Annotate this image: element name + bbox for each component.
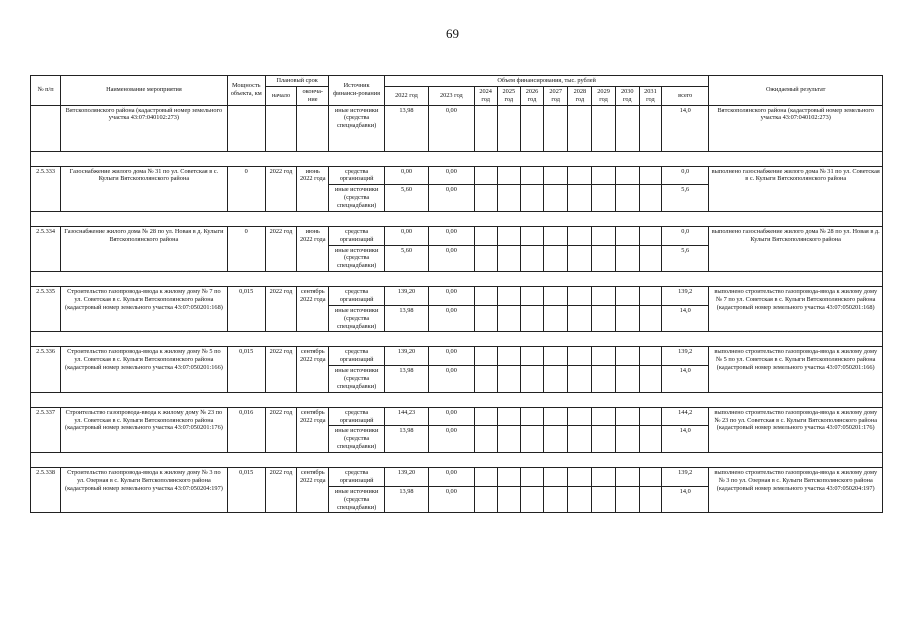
cell-source: иные источники (средства спецнадбавки): [329, 245, 384, 272]
cell-2022: 13,98: [384, 486, 428, 513]
cell-end: сентябрь 2022 года: [297, 287, 329, 332]
cell-power: 0: [227, 166, 265, 211]
table-row: [31, 468, 883, 487]
table-row: [31, 407, 883, 426]
cell-power: [227, 105, 265, 151]
cell-power: 0: [227, 226, 265, 271]
cell-name: Строительство газопровода-ввода к жилому дому № 7 по ул. Советская в с. Кулыги Вятскополянского района (кадастровый номер земельного участка 43:07:050201:168): [61, 287, 227, 332]
cell-start: 2022 год: [265, 166, 296, 211]
cell-2022: 139,20: [384, 347, 428, 366]
header-2031: 2031 год: [639, 86, 661, 105]
header-2027: 2027 год: [544, 86, 568, 105]
cell-power: 0,015: [227, 287, 265, 332]
header-name: Наименование мероприятия: [61, 76, 227, 106]
cell-2022: 5,60: [384, 245, 428, 272]
cell-total: 14,0: [662, 366, 709, 393]
cell-source: иные источники (средства спецнадбавки): [329, 185, 384, 212]
cell-result: выполнено газоснабжение жилого дома № 31 по ул. Советская в с. Кулыги Вятскополянского района: [709, 166, 883, 211]
header-start: начало: [265, 86, 296, 105]
cell-2023: 0,00: [429, 347, 474, 366]
header-2026: 2026 год: [520, 86, 543, 105]
cell-source: средства организаций: [329, 468, 384, 487]
header-2024: 2024 год: [474, 86, 497, 105]
cell-source: средства организаций: [329, 166, 384, 185]
cell-total: 0,0: [662, 166, 709, 185]
cell-result: Вятскополянского района (кадастровый номер земельного участка 43:07:040102:273): [709, 105, 883, 151]
cell-2023: 0,00: [429, 226, 474, 245]
cell-source: иные источники (средства спецнадбавки): [329, 486, 384, 513]
cell-2022: 139,20: [384, 468, 428, 487]
cell-total: 14,0: [662, 305, 709, 332]
cell-2023: 0,00: [429, 166, 474, 185]
cell-end: сентябрь 2022 года: [297, 347, 329, 392]
table-row: [31, 105, 883, 151]
cell-name: Строительство газопровода-ввода к жилому дому № 5 по ул. Советская в с. Кулыги Вятскополянского района (кадастровый номер земельного участка 43:07:050201:166): [61, 347, 227, 392]
cell-result: выполнено строительство газопровода-ввода к жилому дому № 3 по ул. Озерная в с. Кулыги Вятскополянского района (кадастровый номер земельного участка 43:07:050204:197): [709, 468, 883, 513]
cell-2022: 0,00: [384, 226, 428, 245]
header-total: всего: [662, 86, 709, 105]
cell-total: 14,0: [662, 486, 709, 513]
cell-2022: 0,00: [384, 166, 428, 185]
header-2022: 2022 год: [384, 86, 428, 105]
cell-result: выполнено строительство газопровода-ввода к жилому дому № 5 по ул. Советская в с. Кулыги Вятскополянского района (кадастровый номер земельного участка 43:07:050201:166): [709, 347, 883, 392]
cell-2022: 5,60: [384, 185, 428, 212]
cell-2022: 139,20: [384, 287, 428, 306]
cell-source: иные источники (средства спецнадбавки): [329, 305, 384, 332]
cell-num: 2.5.334: [31, 226, 61, 271]
cell-source: средства организаций: [329, 347, 384, 366]
cell-end: [297, 105, 329, 151]
cell-total: 139,2: [662, 347, 709, 366]
cell-total: 14,0: [662, 105, 709, 151]
header-end: оконча-ние: [297, 86, 329, 105]
cell-2022: 13,98: [384, 105, 428, 151]
header-2025: 2025 год: [497, 86, 520, 105]
cell-start: 2022 год: [265, 287, 296, 332]
cell-name: Газоснабжение жилого дома № 31 по ул. Советская в с. Кулыги Вятскополянского района: [61, 166, 227, 211]
header-2029: 2029 год: [592, 86, 615, 105]
cell-2022: 13,98: [384, 305, 428, 332]
cell-name: Вятскополянского района (кадастровый номер земельного участка 43:07:040102:273): [61, 105, 227, 151]
cell-total: 5,6: [662, 185, 709, 212]
header-2023: 2023 год: [429, 86, 474, 105]
table-row: [31, 226, 883, 245]
header-funding: Объем финансирования, тыс. рублей: [384, 76, 709, 87]
cell-start: 2022 год: [265, 226, 296, 271]
cell-total: 14,0: [662, 426, 709, 453]
cell-power: 0,015: [227, 468, 265, 513]
cell-power: 0,015: [227, 347, 265, 392]
header-2028: 2028 год: [568, 86, 592, 105]
table-row: [31, 347, 883, 366]
cell-2023: 0,00: [429, 305, 474, 332]
cell-2023: 0,00: [429, 486, 474, 513]
cell-source: средства организаций: [329, 287, 384, 306]
cell-num: 2.5.333: [31, 166, 61, 211]
cell-source: иные источники (средства спецнадбавки): [329, 366, 384, 393]
cell-start: 2022 год: [265, 347, 296, 392]
cell-name: Строительство газопровода-ввода к жилому дому № 23 по ул. Советская в с. Кулыги Вятскополянского района (кадастровый номер земельного участка 43:07:050201:176): [61, 407, 227, 452]
cell-2023: 0,00: [429, 468, 474, 487]
cell-source: иные источники (средства спецнадбавки): [329, 426, 384, 453]
cell-name: Газоснабжение жилого дома № 28 по ул. Новая в д. Кулыги Вятскополянского района: [61, 226, 227, 271]
header-row-1: [31, 76, 883, 87]
cell-total: 139,2: [662, 468, 709, 487]
cell-num: 2.5.338: [31, 468, 61, 513]
cell-2022: 13,98: [384, 366, 428, 393]
cell-result: выполнено газоснабжение жилого дома № 28 по ул. Новая в д. Кулыги Вятскополянского района: [709, 226, 883, 271]
cell-2023: 0,00: [429, 245, 474, 272]
cell-power: 0,016: [227, 407, 265, 452]
cell-source: иные источники (средства спецнадбавки): [329, 105, 384, 151]
table-row: [31, 287, 883, 306]
cell-end: сентябрь 2022 года: [297, 468, 329, 513]
cell-result: выполнено строительство газопровода-ввода к жилому дому № 23 по ул. Советская в с. Кулыги Вятскополянского района (кадастровый номер земельного участка 43:07:050201:176): [709, 407, 883, 452]
cell-2023: 0,00: [429, 185, 474, 212]
cell-num: [31, 105, 61, 151]
funding-table: [30, 75, 883, 513]
cell-total: 0,0: [662, 226, 709, 245]
cell-start: 2022 год: [265, 468, 296, 513]
cell-2023: 0,00: [429, 287, 474, 306]
cell-start: 2022 год: [265, 407, 296, 452]
cell-num: 2.5.335: [31, 287, 61, 332]
header-power: Мощность объекта, км: [227, 76, 265, 106]
cell-num: 2.5.337: [31, 407, 61, 452]
cell-2023: 0,00: [429, 426, 474, 453]
cell-2023: 0,00: [429, 407, 474, 426]
cell-2023: 0,00: [429, 105, 474, 151]
cell-2022: 144,23: [384, 407, 428, 426]
cell-end: июнь 2022 года: [297, 166, 329, 211]
cell-start: [265, 105, 296, 151]
cell-2023: 0,00: [429, 366, 474, 393]
cell-total: 144,2: [662, 407, 709, 426]
cell-num: 2.5.336: [31, 347, 61, 392]
table-row: [31, 166, 883, 185]
cell-end: июнь 2022 года: [297, 226, 329, 271]
header-term: Плановый срок: [265, 76, 329, 87]
cell-total: 139,2: [662, 287, 709, 306]
header-result: Ожидаемый результат: [709, 76, 883, 106]
cell-name: Строительство газопровода-ввода к жилому дому № 3 по ул. Озерная в с. Кулыги Вятскополянского района (кадастровый номер земельного участка 43:07:050204:197): [61, 468, 227, 513]
cell-source: средства организаций: [329, 407, 384, 426]
page-number: 69: [446, 26, 459, 41]
cell-source: средства организаций: [329, 226, 384, 245]
cell-end: сентябрь 2022 года: [297, 407, 329, 452]
cell-2022: 13,98: [384, 426, 428, 453]
cell-total: 5,6: [662, 245, 709, 272]
cell-result: выполнено строительство газопровода-ввода к жилому дому № 7 по ул. Советская в с. Кулыги Вятскополянского района (кадастровый номер земельного участка 43:07:050201:168): [709, 287, 883, 332]
header-num: № п/п: [31, 76, 61, 106]
header-source: Источник финанси-рования: [329, 76, 384, 106]
header-2030: 2030 год: [615, 86, 639, 105]
